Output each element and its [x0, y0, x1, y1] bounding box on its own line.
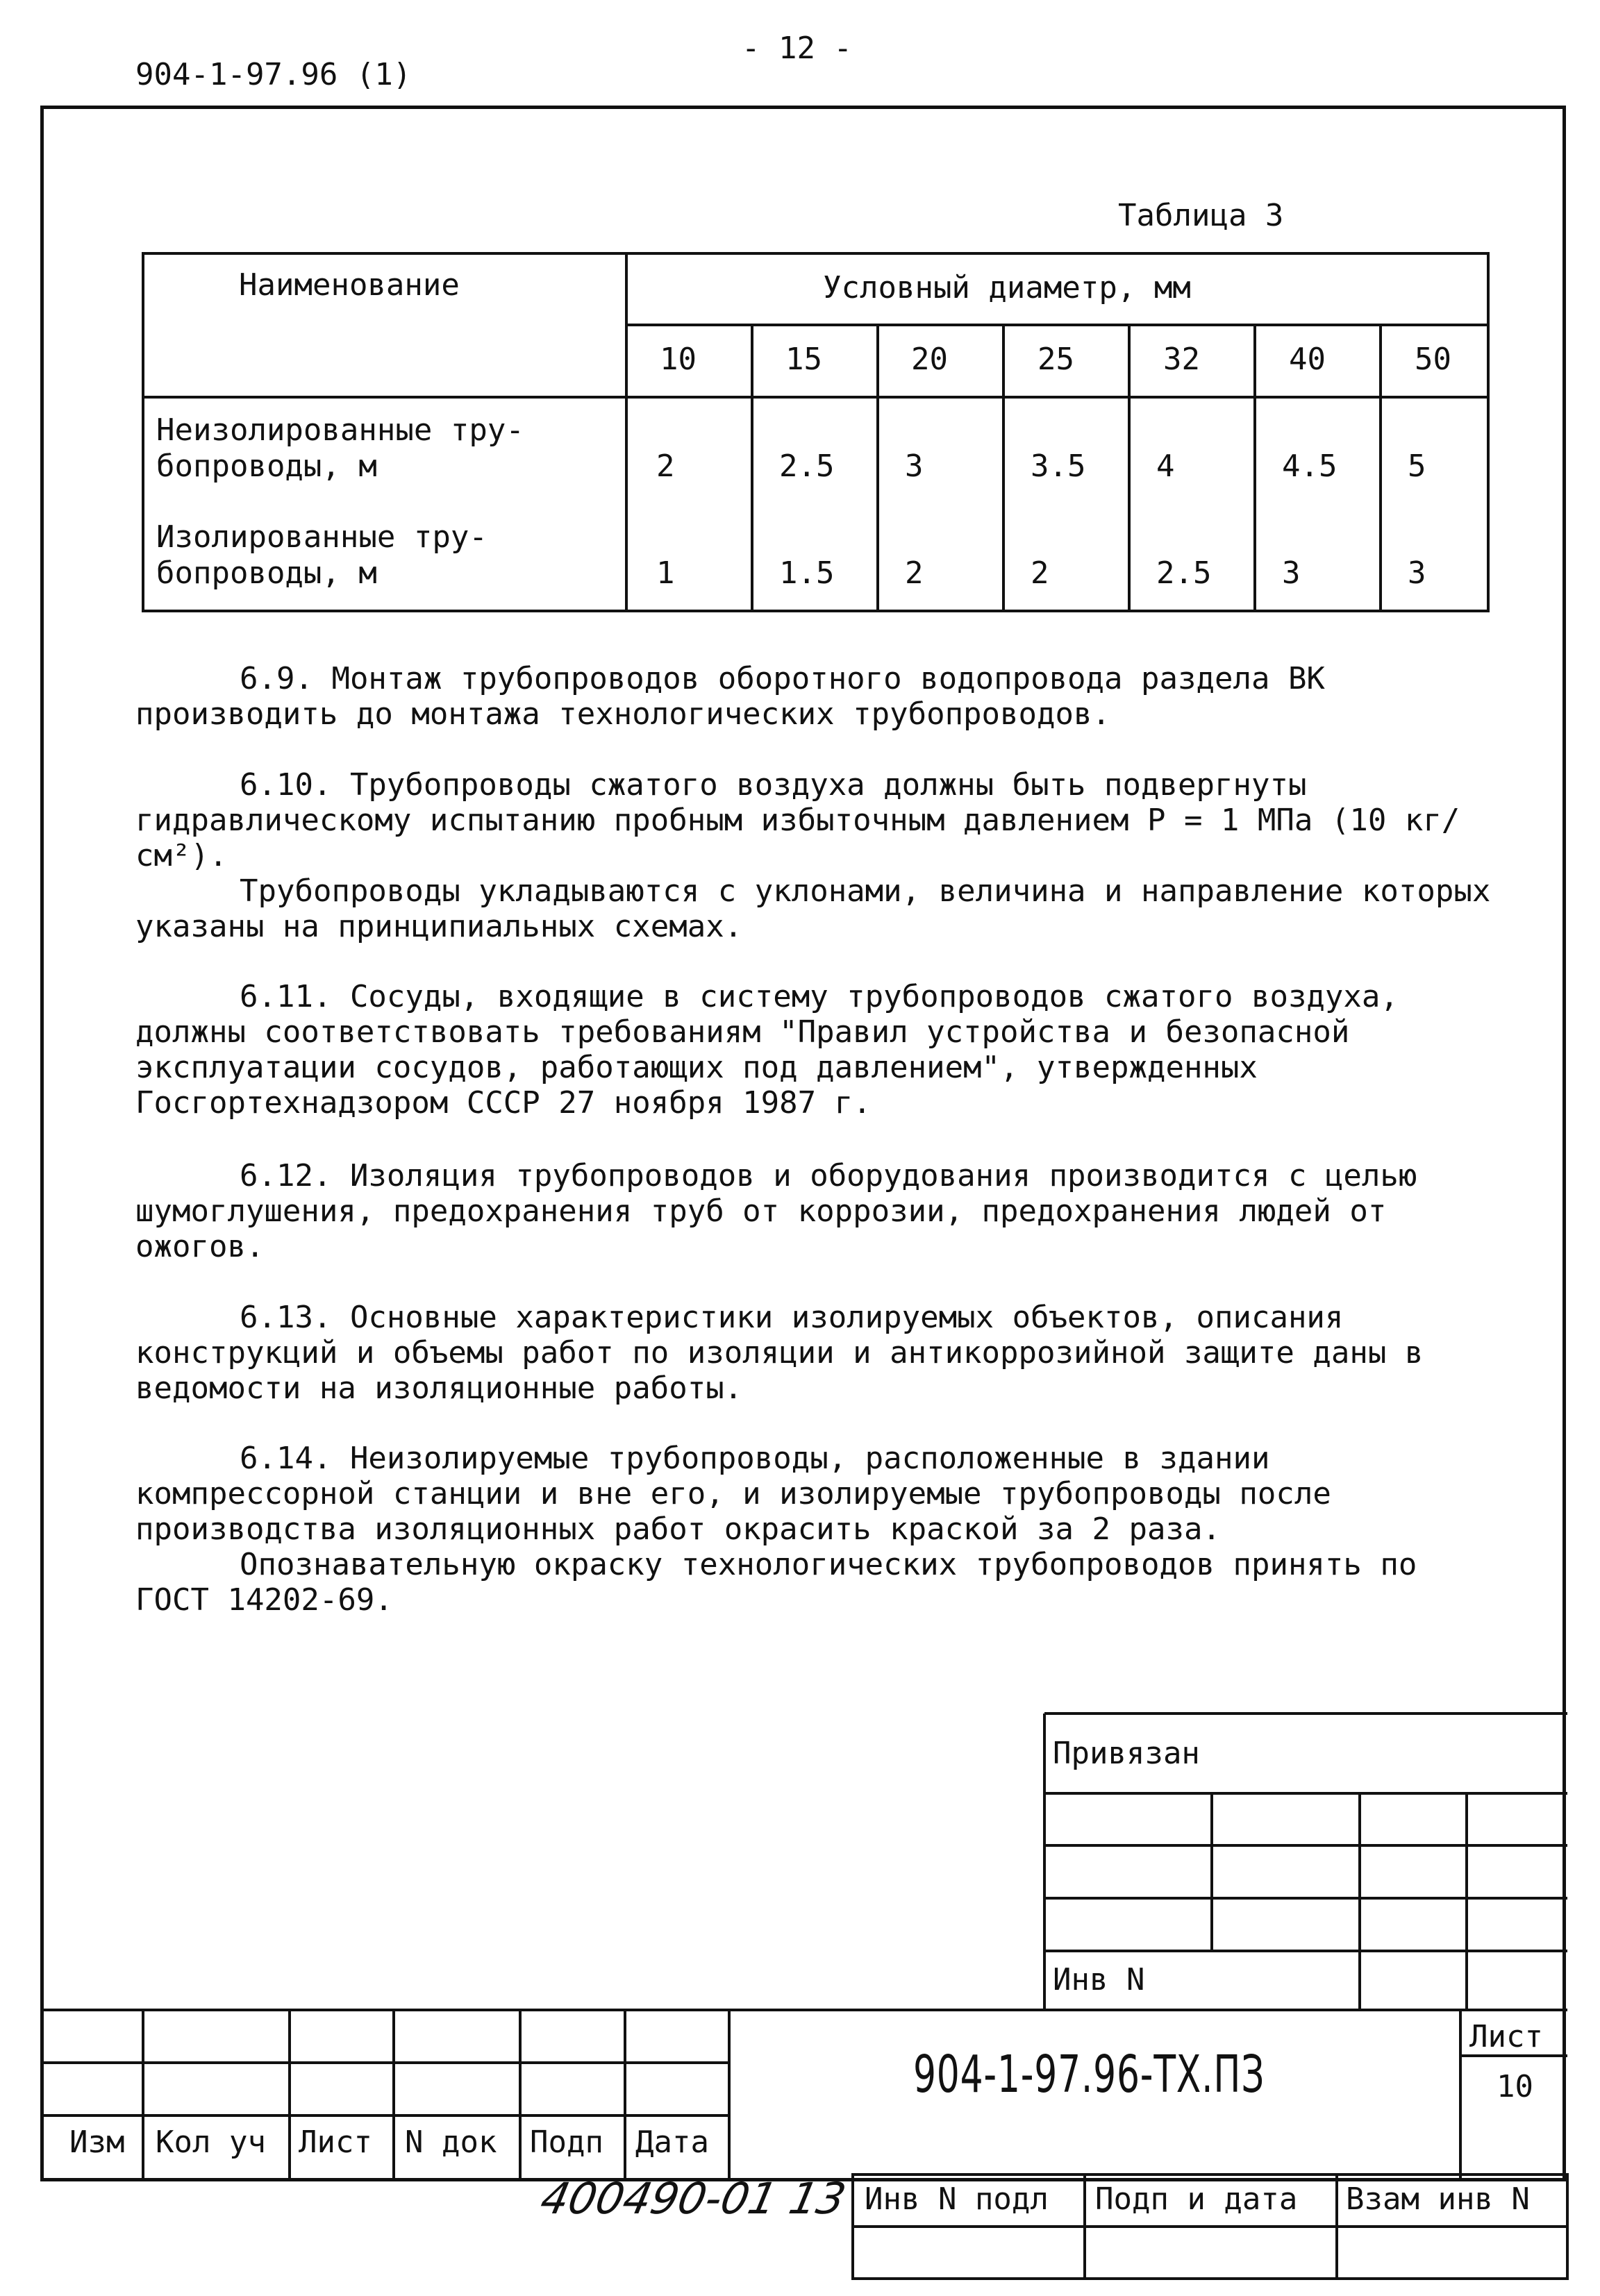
diameter-cell: 10 [660, 342, 697, 377]
col-data: Дата [635, 2125, 709, 2160]
paragraph-text: 6.12. Изоляция трубопроводов и оборудования производится с целью шумоглушения, предохранения труб от коррозии, предохранения людей от ожогов. [135, 1158, 1417, 1264]
col-n-dok: N док [405, 2125, 497, 2160]
stamp-document-code: 904-1-97.96-ТХ.ПЗ [913, 2045, 1265, 2104]
sheet-number: 10 [1497, 2069, 1533, 2104]
paragraph-text: Трубопроводы укладываются с уклонами, величина и направление которых указаны на принципиальных схемах. [135, 873, 1491, 944]
paragraph-text: Опознавательную окраску технологических трубопроводов принять по ГОСТ 14202-69. [135, 1547, 1417, 1618]
paragraph-text: 6.10. Трубопроводы сжатого воздуха должны быть подвергнуты гидравлическому испытанию пробным избыточным давлением Р = 1 МПа (10 кг/см²). [135, 767, 1460, 873]
table-value: 1.5 [779, 555, 835, 591]
col-podp: Подп [530, 2125, 603, 2160]
diameter-cell: 32 [1163, 342, 1200, 377]
table-value: 2.5 [1156, 555, 1212, 591]
table-value: 1 [656, 555, 675, 591]
table-value: 4 [1156, 449, 1175, 484]
paragraph-6-12 [135, 1158, 1493, 1264]
podp-i-data-label: Подп и дата [1095, 2181, 1298, 2217]
table-header-diameter: Условный диаметр, мм [823, 270, 1191, 305]
document-code: 904-1-97.96 (1) [135, 57, 412, 92]
page-number: - 12 - [742, 31, 852, 66]
paragraph-6-10 [135, 767, 1493, 944]
table-value: 2 [905, 555, 924, 591]
paragraph-6-13 [135, 1300, 1493, 1406]
row-name-line: бопроводы, м [156, 449, 377, 484]
row-name-line: бопроводы, м [156, 555, 377, 591]
diameter-cell: 15 [785, 342, 822, 377]
table-value: 4.5 [1282, 449, 1338, 484]
diameter-cell: 50 [1415, 342, 1451, 377]
table-value: 5 [1408, 449, 1426, 484]
row-name-line: Изолированные тру- [156, 519, 488, 555]
table-header-name: Наименование [239, 267, 460, 303]
table-value: 3 [1282, 555, 1301, 591]
paragraph-text: 6.13. Основные характеристики изолируемых объектов, описания конструкций и объемы работ по изоляции и антикоррозийной защите даны в ведомости на изоляционные работы. [135, 1300, 1424, 1406]
diameter-cell: 20 [911, 342, 948, 377]
vzam-inv-n-label: Взам инв N [1346, 2181, 1530, 2217]
table-caption: Таблица 3 [1118, 198, 1284, 233]
table-value: 2 [656, 449, 675, 484]
table-value: 2.5 [779, 449, 835, 484]
paragraph-6-11 [135, 979, 1493, 1121]
col-list: Лист [299, 2125, 372, 2160]
table-value: 2 [1031, 555, 1049, 591]
sheet-label: Лист [1469, 2019, 1543, 2054]
paragraph-6-9 [135, 661, 1493, 732]
privyazan-label: Привязан [1053, 1736, 1200, 1771]
inv-n-podl-label: Инв N подл [865, 2181, 1049, 2217]
table-value: 3 [905, 449, 924, 484]
inv-n-label: Инв N [1053, 1962, 1145, 1997]
diameter-cell: 25 [1038, 342, 1074, 377]
paragraph-text: 6.14. Неизолируемые трубопроводы, расположенные в здании компрессорной станции и вне его, и изолируемые трубопроводы после производства изоляционных работ окрасить краской за 2 раза. [135, 1441, 1331, 1547]
diameter-cell: 40 [1289, 342, 1326, 377]
table-value: 3.5 [1031, 449, 1086, 484]
table-value: 3 [1408, 555, 1426, 591]
row-name-line: Неизолированные тру- [156, 412, 524, 448]
paragraph-text: 6.11. Сосуды, входящие в систему трубопроводов сжатого воздуха, должны соответствовать требованиям "Правил устройства и безопасной эксплуатации сосудов, работающих под давлением", утвержденных Госгортехнадзором СССР 27 ноября 1987 г. [135, 979, 1399, 1121]
paragraph-text: 6.9. Монтаж трубопроводов оборотного водопровода раздела ВК производить до монтажа технологических трубопроводов. [135, 661, 1325, 732]
handwritten-inventory-number: 400490-01 13 [536, 2173, 851, 2224]
col-kol-uch: Кол уч [156, 2125, 266, 2160]
col-izm: Изм [69, 2125, 125, 2160]
paragraph-6-14 [135, 1441, 1493, 1618]
